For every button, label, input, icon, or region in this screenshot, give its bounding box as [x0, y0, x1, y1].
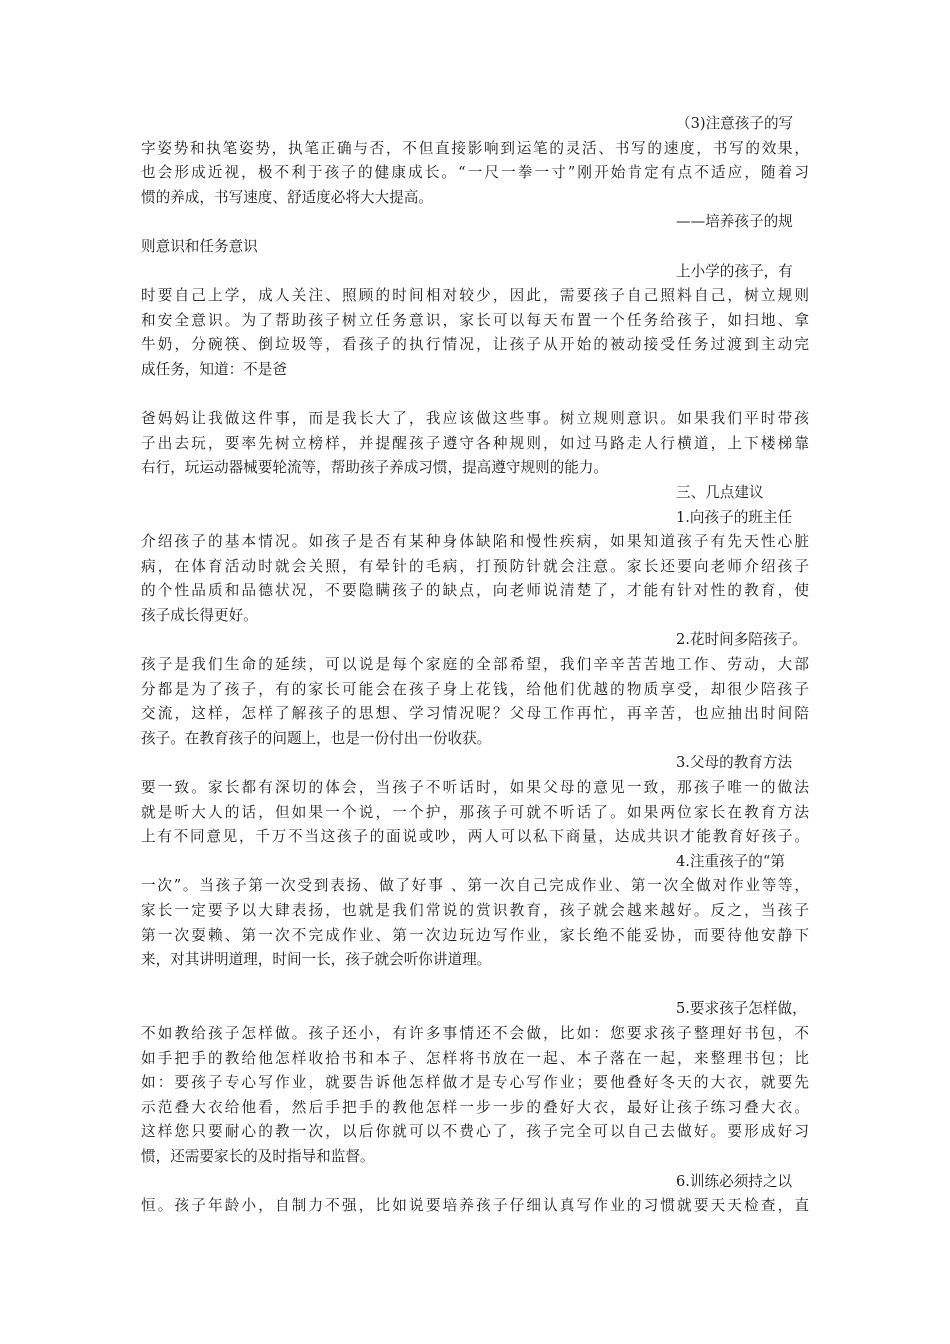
- text-line: 2.花时间多陪孩子。: [676, 631, 807, 649]
- text-line: 牛奶，分碗筷、倒垃圾等，看孩子的执行情况，让孩子从开始的被动接受任务过渡到主动完: [141, 336, 809, 354]
- text-line: ——培养孩子的规: [676, 213, 793, 231]
- text-line: （3)注意孩子的写: [676, 115, 794, 132]
- text-line: 子出去玩，要率先树立榜样，并提醒孩子遵守各种规则，如过马路走人行横道，上下楼梯靠: [141, 434, 809, 452]
- text-line: 则意识和任务意识: [141, 237, 258, 255]
- text-line: 1.向孩子的班主任: [676, 508, 793, 526]
- text-line: 右行，玩运动器械要轮流等，帮助孩子养成习惯，提高遵守规则的能力。: [141, 459, 609, 477]
- text-line: 如：要孩子专心写作业，就要告诉他怎样做才是专心写作业；要他叠好冬天的大衣，就要先: [141, 1074, 809, 1092]
- text-line: 时要自己上学，成人关注、照顾的时间相对较少，因此，需要孩子自己照料自己，树立规则: [141, 287, 809, 305]
- text-line: 的个性品质和品德状况，不要隐瞒孩子的缺点，向老师说清楚了，才能有针对性的教育，使: [141, 582, 809, 600]
- text-line: 孩子。在教育孩子的问题上，也是一份付出一份收获。: [141, 729, 492, 747]
- text-line: 惯，还需要家长的及时指导和监督。: [141, 1147, 375, 1165]
- text-line: 也会形成近视，极不利于孩子的健康成长。“一尺一拳一寸”刚开始肯定有点不适应，随着习: [141, 164, 809, 182]
- text-line: 恒。孩子年龄小，自制力不强，比如说要培养孩子仔细认真写作业的习惯就要天天检查，直: [141, 1197, 809, 1215]
- text-line: 交流，这样，怎样了解孩子的思想、学习情况呢？父母工作再忙，再辛苦，也应抽出时间陪: [141, 705, 809, 723]
- text-line: 4.注重孩子的“第: [676, 852, 785, 870]
- text-line: 和安全意识。为了帮助孩子树立任务意识，家长可以每天布置一个任务给孩子，如扫地、拿: [141, 311, 809, 329]
- blank-line: [141, 383, 809, 408]
- text-line: 家长一定要予以大肆表扬，也就是我们常说的赏识教育，孩子就会越来越好。反之，当孩子: [141, 902, 809, 919]
- text-line: 惯的养成，书写速度、舒适度必将大大提高。: [141, 188, 433, 206]
- section-heading: 三、几点建议: [676, 483, 764, 501]
- text-line: 字姿势和执笔姿势，执笔正确与否，不但直接影响到运笔的灵活、书写的速度，书写的效果，: [141, 139, 809, 157]
- blank-line: [141, 973, 809, 998]
- text-line: 爸妈妈让我做这件事，而是我长大了，我应该做这些事。树立规则意识。如果我们平时带孩: [141, 410, 809, 428]
- text-line: 5.要求孩子怎样做，: [676, 1000, 807, 1018]
- text-line: 6.训练必须持之以: [676, 1172, 793, 1190]
- text-line: 不如教给孩子怎样做。孩子还小，有许多事情还不会做，比如：您要求孩子整理好书包，不: [141, 1024, 809, 1042]
- document-page: [141, 112, 809, 1219]
- text-line: 介绍孩子的基本情况。如孩子是否有某种身体缺陷和慢性疾病，如果知道孩子有先天性心脏: [141, 533, 809, 551]
- text-line: 如手把手的教给他怎样收拾书和本子、怎样将书放在一起、本子落在一起，来整理书包；比: [141, 1049, 809, 1067]
- text-line: 分都是为了孩子，有的家长可能会在孩子身上花钱，给他们优越的物质享受，却很少陪孩子: [141, 680, 809, 698]
- text-line: 3.父母的教育方法: [676, 754, 793, 772]
- text-line: 来，对其讲明道理，时间一长，孩子就会听你讲道理。: [141, 951, 492, 969]
- text-line: 成任务，知道：不是爸: [141, 360, 287, 378]
- text-line: 第一次耍赖、第一次不完成作业、第一次边玩边写作业，家长绝不能妥协，而要待他安静下: [141, 926, 809, 944]
- text-line: 上有不同意见，千万不当这孩子的面说或吵，两人可以私下商量，达成共识才能教育好孩子。: [141, 828, 809, 846]
- text-line: 示范叠大衣给他看，然后手把手的教他怎样一步一步的叠好大衣，最好让孩子练习叠大衣。: [141, 1098, 809, 1116]
- text-line: 这样您只要耐心的教一次，以后你就可以不费心了，孩子完全可以自己去做好。要形成好习: [141, 1123, 809, 1141]
- text-line: 孩子是我们生命的延续，可以说是每个家庭的全部希望，我们辛辛苦苦地工作、劳动，大部: [141, 656, 809, 674]
- text-line: 要一致。家长都有深切的体会，当孩子不听话时，如果父母的意见一致，那孩子唯一的做法: [141, 779, 809, 797]
- text-line: 一次”。当孩子第一次受到表扬、做了好事 、第一次自己完成作业、第一次全做对作业等等，: [141, 877, 809, 895]
- text-line: 就是听大人的话，但如果一个说，一个护，那孩子可就不听话了。如果两位家长在教育方法: [141, 803, 809, 821]
- text-line: 孩子成长得更好。: [141, 606, 258, 624]
- text-line: 病，在体育活动时就会关照，有晕针的毛病，打预防针就会注意。家长还要向老师介绍孩子: [141, 557, 809, 575]
- text-line: 上小学的孩子，有: [676, 262, 793, 280]
